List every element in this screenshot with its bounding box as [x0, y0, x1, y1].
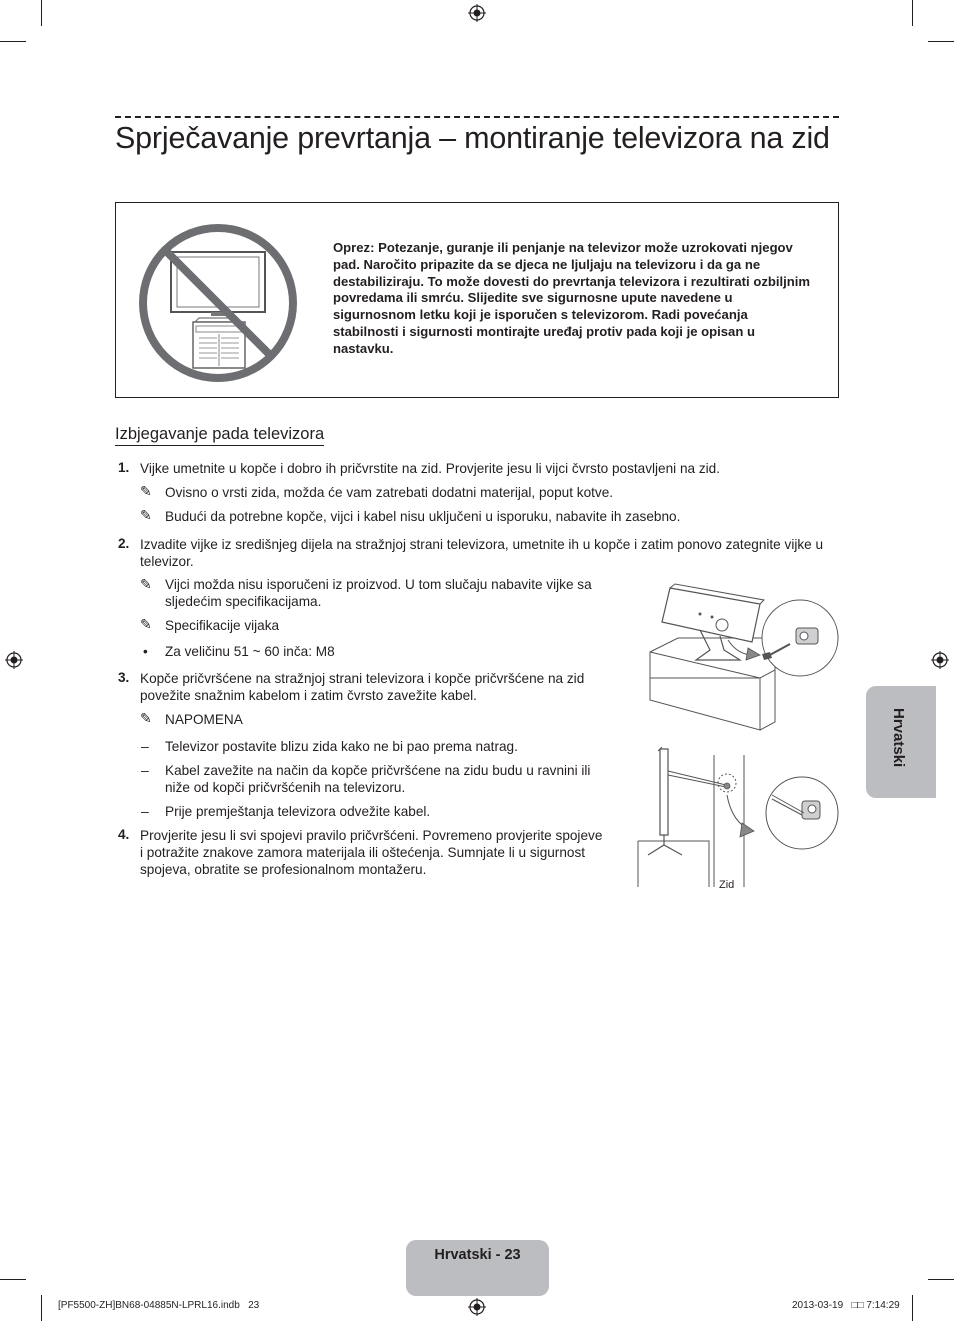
step-2-note-2: Specifikacije vijaka — [165, 618, 280, 633]
section-heading: Izbjegavanje pada televizora — [115, 425, 324, 446]
note-icon: ✎ — [140, 576, 152, 592]
step-3-text-line-2: povežite snažnim kabelom i zatim čvrsto zavežite kabel. — [140, 688, 477, 703]
tv-back-bracket-illustration — [640, 580, 840, 735]
step-3-note: NAPOMENA — [165, 712, 243, 727]
step-1-number: 1. — [118, 460, 130, 475]
crop-mark — [928, 1279, 954, 1280]
bullet: • — [143, 644, 148, 659]
footer-file-slug: [PF5500-ZH]BN68-04885N-LPRL16.indb 23 — [58, 1300, 260, 1311]
step-4-text-line-1: Provjerite jesu li svi spojevi pravilo pričvršćeni. Povremeno provjerite spojeve — [140, 828, 603, 843]
crop-mark — [41, 0, 42, 26]
step-1-note-2: Budući da potrebne kopče, vijci i kabel nisu uključeni u isporuku, nabavite ih zasebno. — [165, 509, 681, 524]
step-2-text-line-1: Izvadite vijke iz središnjeg dijela na stražnjoj strani televizora, umetnite ih u kopče i zatim ponovo zategnite vijke u — [140, 537, 824, 552]
note-icon: ✎ — [140, 507, 152, 523]
dash-marker: – — [141, 738, 149, 754]
footer-timestamp: 2013-03-19 □□ 7:14:29 — [792, 1300, 900, 1311]
step-2-text-line-2: televizor. — [140, 554, 194, 569]
step-3-dash-3: Prije premještanja televizora odvežite kabel. — [165, 804, 431, 819]
step-4-text-line-2: i potražite znakove zamora materijala ili oštećenja. Sumnjate li u sigurnost — [140, 845, 586, 860]
step-3-text-line-1: Kopče pričvršćene na stražnjoj strani televizora i kopče pričvršćene na zid — [140, 671, 585, 686]
language-side-tab — [866, 686, 936, 798]
registration-mark-icon — [5, 651, 23, 669]
dash-marker: – — [141, 803, 149, 819]
step-3-dash-2-line-2: niže od kopči pričvršćenih na televizoru. — [165, 780, 406, 795]
step-4-number: 4. — [118, 827, 130, 842]
note-icon: ✎ — [140, 483, 152, 499]
caution-text: Oprez: Potezanje, guranje ili penjanje na televizor može uzrokovati njegov pad. Naročito pripazite da se djeca ne ljuljaju na televizoru i da ga ne destabiliziraju. To može dovesti do prevrtanja televizora i rezultirati ozbiljnim povredama ili smrću. Slijedite sve sigurnosne upute navedene u sigurnosnom letku koji je isporučen s televizorom. Radi povećanja stabilnosti i sigurnosti montirajte uređaj protiv pada koji je opisan u nastavku. — [333, 240, 811, 356]
step-3-dash-1: Televizor postavite blizu zida kako ne bi pao prema natrag. — [165, 739, 518, 754]
dash-marker: – — [141, 762, 149, 778]
note-icon: ✎ — [140, 616, 152, 632]
crop-mark — [0, 1279, 26, 1280]
registration-mark-icon — [468, 4, 486, 22]
caution-box — [115, 202, 839, 398]
page-number-badge — [406, 1240, 549, 1296]
language-side-tab-label: Hrvatski — [890, 708, 907, 768]
step-1-text: Vijke umetnite u kopče i dobro ih pričvrstite na zid. Provjerite jesu li vijci čvrsto postavljeni na zid. — [140, 461, 721, 476]
crop-mark — [0, 41, 26, 42]
step-3-number: 3. — [118, 670, 130, 685]
step-2-number: 2. — [118, 536, 130, 551]
no-climbing-tv-icon — [137, 222, 301, 386]
step-1-note-1: Ovisno o vrsti zida, možda će vam zatrebati dodatni materijal, poput kotve. — [165, 485, 614, 500]
crop-mark — [41, 1295, 42, 1321]
registration-mark-icon — [468, 1298, 486, 1316]
step-3-dash-2-line-1: Kabel zavežite na način da kopče pričvršćene na zidu budu u ravnini ili — [165, 763, 591, 778]
crop-mark — [912, 1295, 913, 1321]
step-2-bullet: Za veličinu 51 ~ 60 inča: M8 — [165, 644, 335, 659]
page-title: Sprječavanje prevrtanja – montiranje televizora na zid — [115, 121, 830, 155]
step-2-note-1-line-2: sljedećim specifikacijama. — [165, 594, 322, 609]
crop-mark — [912, 0, 913, 26]
step-4-text-line-3: spojeva, obratite se profesionalnom montažeru. — [140, 862, 427, 877]
note-icon: ✎ — [140, 710, 152, 726]
wall-label: Zid — [719, 879, 735, 891]
crop-mark — [928, 41, 954, 42]
tv-wall-tie-illustration — [634, 745, 844, 890]
title-dashed-rule — [115, 116, 839, 118]
page-number-label: Hrvatski - 23 — [434, 1247, 521, 1263]
step-2-note-1-line-1: Vijci možda nisu isporučeni iz proizvod. U tom slučaju nabavite vijke sa — [165, 577, 592, 592]
registration-mark-icon — [931, 651, 949, 669]
